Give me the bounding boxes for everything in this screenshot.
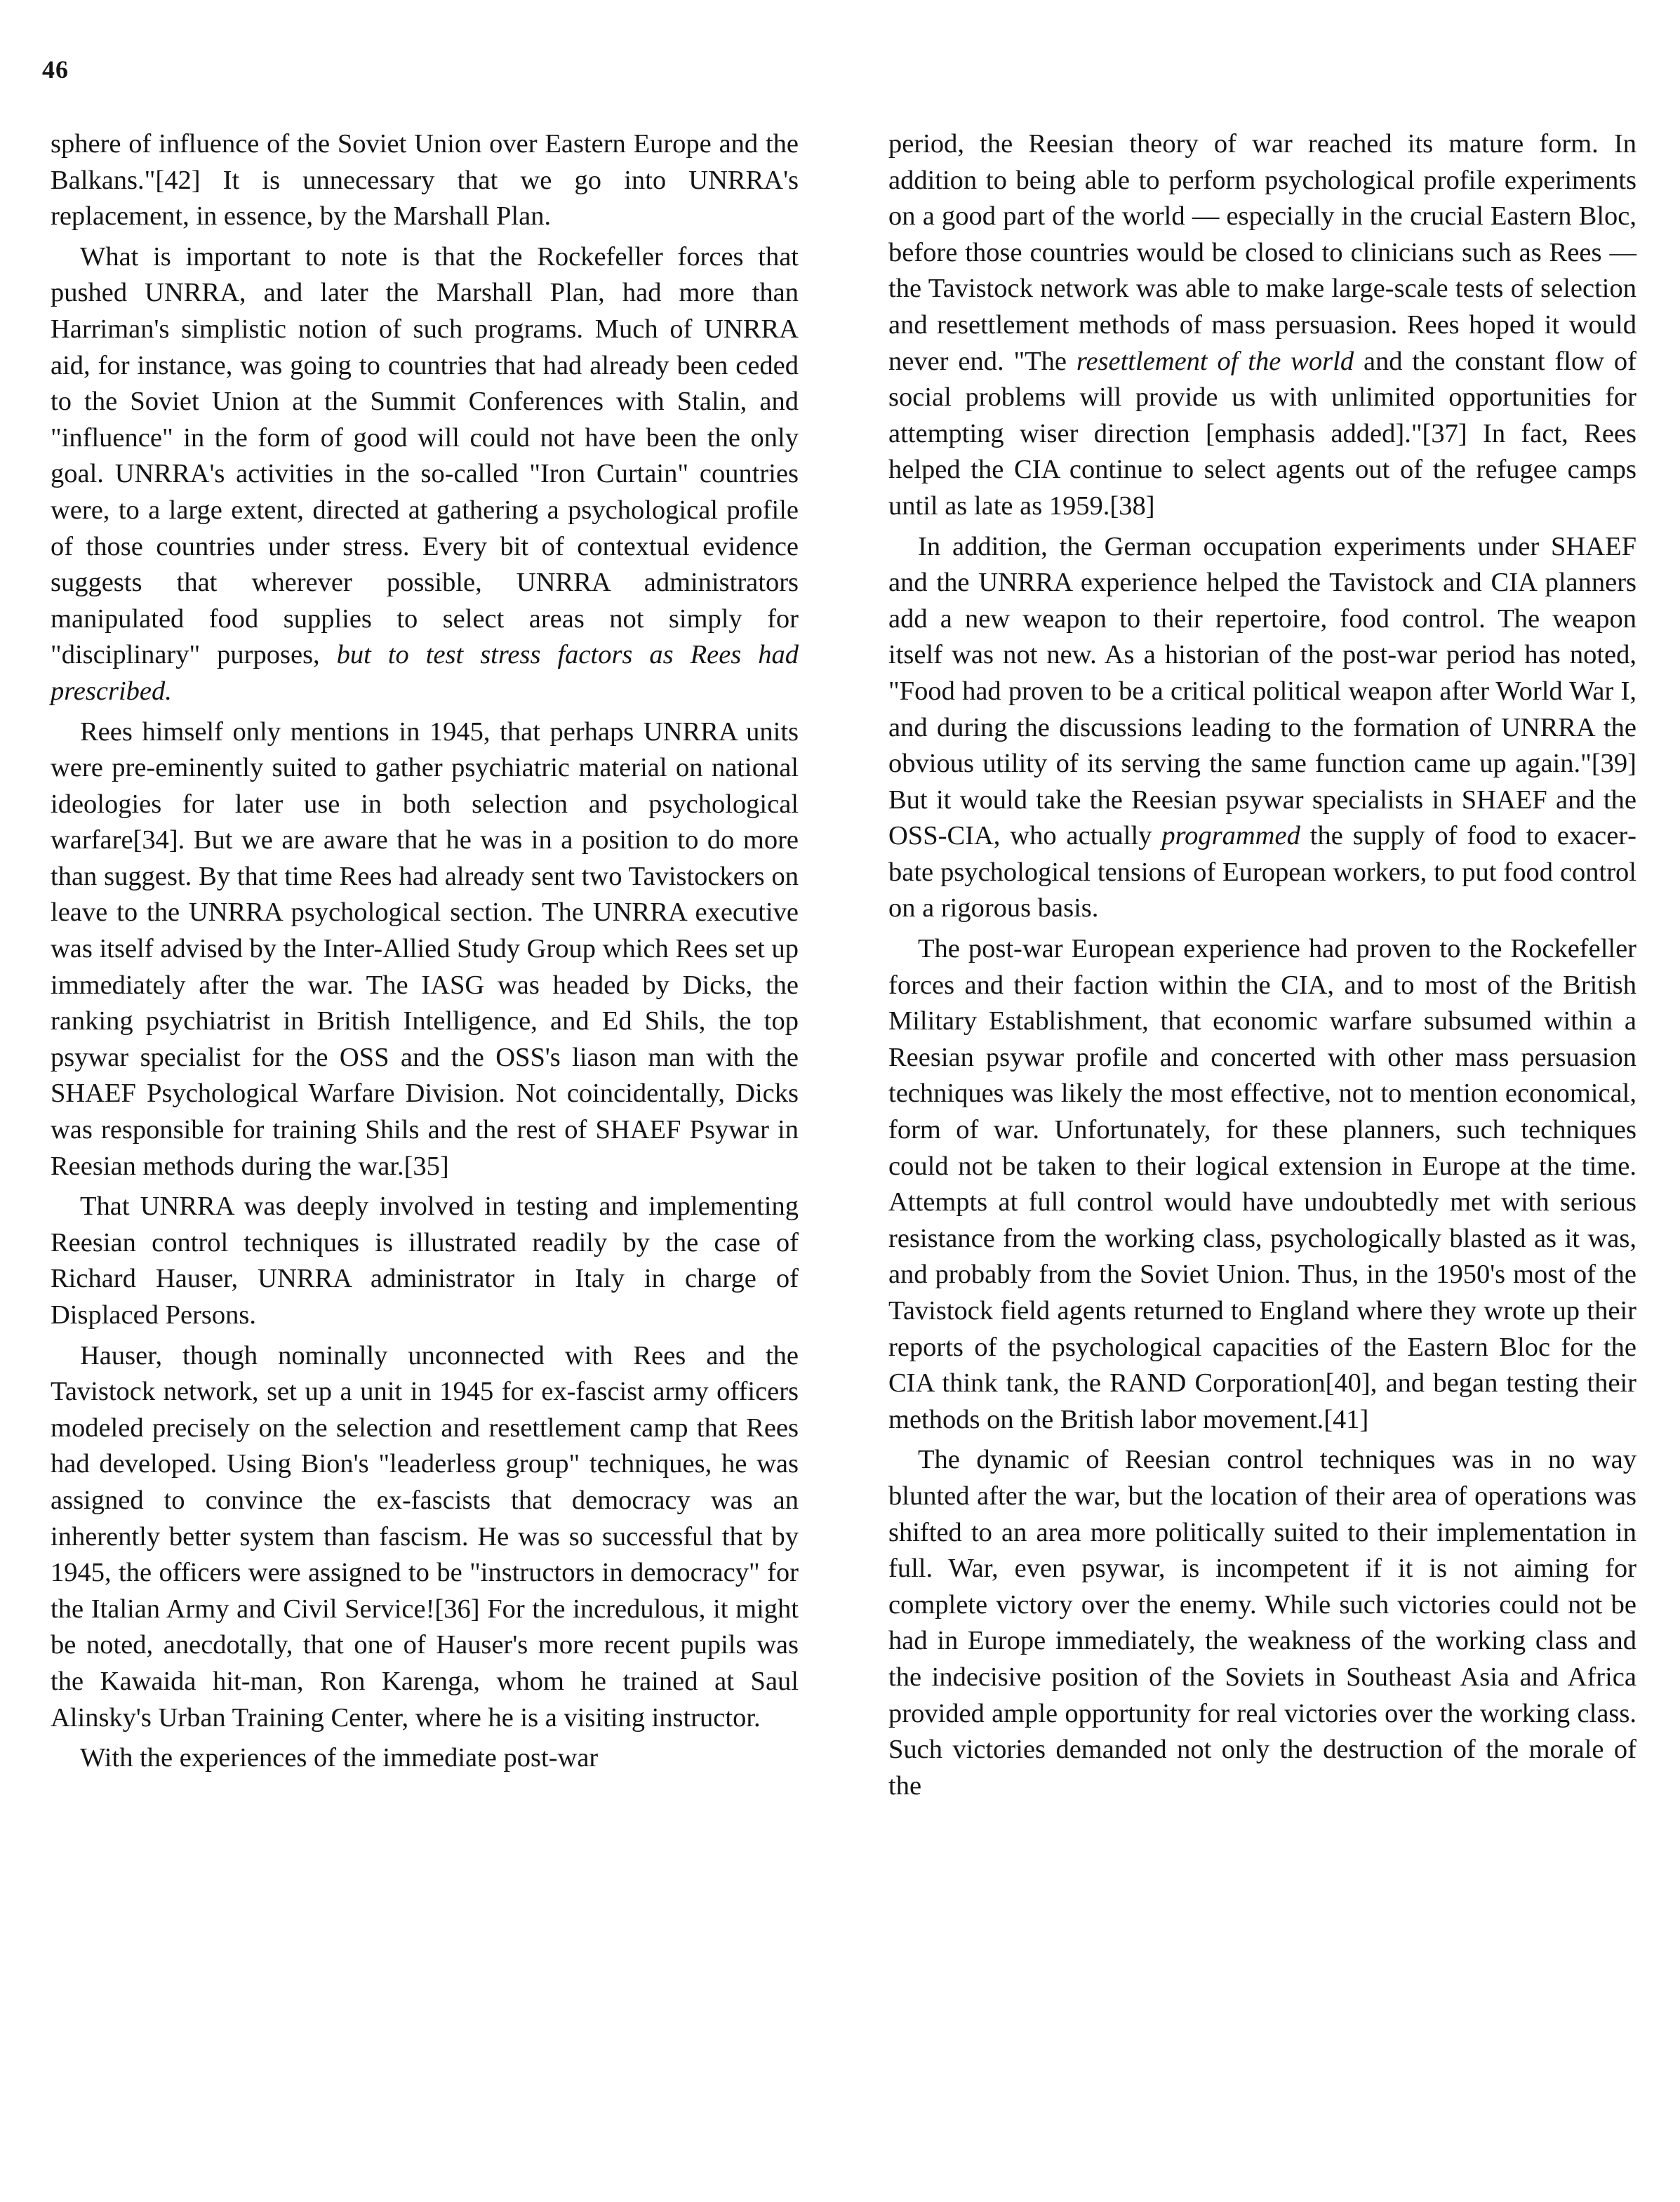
right-p1-text-end: and the constant flow of social problems will provide us with unlimited opportunities for attempting wiser direction [emphasis added]."[37] In fact, Rees helped the CIA continue to select agents out of the refugee camps until as late as 1959.[38] — [888, 346, 1636, 521]
right-column — [888, 126, 1636, 1808]
right-p3-text: The post-war European experience had proven to the Rockefeller forces and their faction within the CIA, and to most of the British Military Establishment, that economic warfare subsumed within a Reesian psywar profile and concerted with other mass persuasion techniques was likely the most effective, not to mention economical, form of war. Unfortunately, for these planners, such techniques could not be taken to their logical extension in Europe at the time. Attempts at full control would have undoubtedly met with serious resistance from the working class, psychologically blasted as it was, and probably from the Soviet Union. Thus, in the 1950's most of the Tavistock field agents returned to England where they wrote up their reports of the psychological capacities of the Eastern Bloc for the CIA think tank, the RAND Corporation[40], and began testing their methods on the British labor movement.[41] — [888, 934, 1636, 1434]
left-p2-text: What is important to note is that the Rockefeller forces that pushed UNRRA, and later the Marshall Plan, had more than Harriman's simplistic notion of such programs. Much of UNRRA aid, for instance, was going to countries that had already been ceded to the Soviet Union at the Summit Conferences with Stalin, and "influence" in the form of good will could not have been the only goal. UNRRA's activities in the so-called "Iron Curtain" countries were, to a large extent, directed at gathering a psychological profile of those countries under stress. Every bit of contextual evidence suggests that wherever possible, UNRRA administrators manipulated food supplies to select areas not simply for "disciplinary" purposes, — [51, 241, 799, 670]
right-paragraph-1 — [888, 126, 1636, 525]
right-paragraph-3 — [888, 931, 1636, 1438]
left-paragraph-6 — [51, 1740, 799, 1777]
right-p2-text-end: the supply of food to exacerbate psychological tensions of European workers, to put food control on a rigorous basis. — [888, 821, 1636, 923]
left-paragraph-2 — [51, 239, 799, 710]
right-p4-text: The dynamic of Reesian control techniques was in no way blunted after the war, but the location of their area of operations was shifted to an area more politically suited to their implementation in full. War, even psywar, is incompetent if it is not aiming for complete victory over the enemy. While such victories could not be had in Europe immediately, the weakness of the working class and the indecisive position of the Soviets in Southeast Asia and Africa provided ample opportunity for real victories over the working class. Such victories demanded not only the destruction of the morale of the — [888, 1445, 1636, 1801]
right-p2-text: In addition, the German occupation experiments under SHAEF and the UNRRA experience helped the Tavistock and CIA planners add a new weapon to their repertoire, food control. The weapon itself was not new. As a historian of the post-war period has noted, "Food had proven to be a critical political weapon after World War I, and during the discussions leading to the formation of UNRRA the obvious utility of its serving the same function came up again."[39] But it would take the Reesian psywar specialists in SHAEF and the OSS-CIA, who actually — [888, 531, 1636, 851]
left-paragraph-3 — [51, 714, 799, 1185]
right-p1-text: period, the Reesian theory of war reached its mature form. In addition to being able to perform psychological profile experiments on a good part of the world — especially in the crucial Eastern Bloc, before those countries would be closed to clinicians such as Rees — the Tavistock network was able to make large-scale tests of selection and resettlement methods of mass persuasion. Rees hoped it would never end. "The — [888, 129, 1636, 376]
right-p1-italic: resettlement of the world — [1076, 346, 1354, 376]
left-paragraph-4 — [51, 1189, 799, 1333]
left-p4-text: That UNRRA was deeply involved in testing and implementing Reesian control techniques is illustrated readily by the case of Richard Hauser, UNRRA administrator in Italy in charge of Displaced Persons. — [51, 1192, 799, 1330]
right-paragraph-4 — [888, 1442, 1636, 1804]
left-p2-italic: but to test stress factors as Rees had prescribed. — [51, 640, 799, 706]
right-p2-italic: programmed — [1161, 821, 1300, 851]
page-number: 46 — [42, 55, 69, 84]
left-p6-text: With the experiences of the immediate post-war — [80, 1743, 599, 1773]
left-column — [51, 126, 799, 1781]
left-paragraph-1 — [51, 126, 799, 235]
left-p3-text: Rees himself only mentions in 1945, that perhaps UNRRA units were pre-eminently suited to gather psychiatric material on national ideologies for later use in both selection and psychological warfare[34]. But we are aware that he was in a position to do more than suggest. By that time Rees had already sent two Tavistockers on leave to the UNRRA psychological section. The UNRRA executive was itself advised by the Inter-Allied Study Group which Rees set up immediately after the war. The IASG was headed by Dicks, the ranking psychiatrist in British Intelligence, and Ed Shils, the top psywar specialist for the OSS and the OSS's liason man with the SHAEF Psychological Warfare Division. Not coincidentally, Dicks was responsible for training Shils and the rest of SHAEF Psywar in Reesian methods during the war.[35] — [51, 716, 799, 1181]
right-paragraph-2 — [888, 529, 1636, 928]
left-paragraph-5 — [51, 1338, 799, 1737]
left-p1-text: sphere of influence of the Soviet Union over Eastern Europe and the Balkans."[42] It is unnecessary that we go into UNRRA's replacement, in essence, by the Marshall Plan. — [51, 129, 799, 232]
left-p5-text: Hauser, though nominally unconnected with Rees and the Tavistock network, set up a unit in 1945 for ex-fascist army officers modeled precisely on the selection and resettlement camp that Rees had developed. Using Bion's "leaderless group" techniques, he was assigned to convince the ex-fascists that democracy was an inherently better system than fascism. He was so successful that by 1945, the officers were assigned to be "instructors in democracy" for the Italian Army and Civil Service![36] For the incredulous, it might be noted, anecdotally, that one of Hauser's more recent pupils was the Kawaida hit-man, Ron Karenga, whom he trained at Saul Alinsky's Urban Training Center, where he is a visiting instructor. — [51, 1340, 799, 1733]
